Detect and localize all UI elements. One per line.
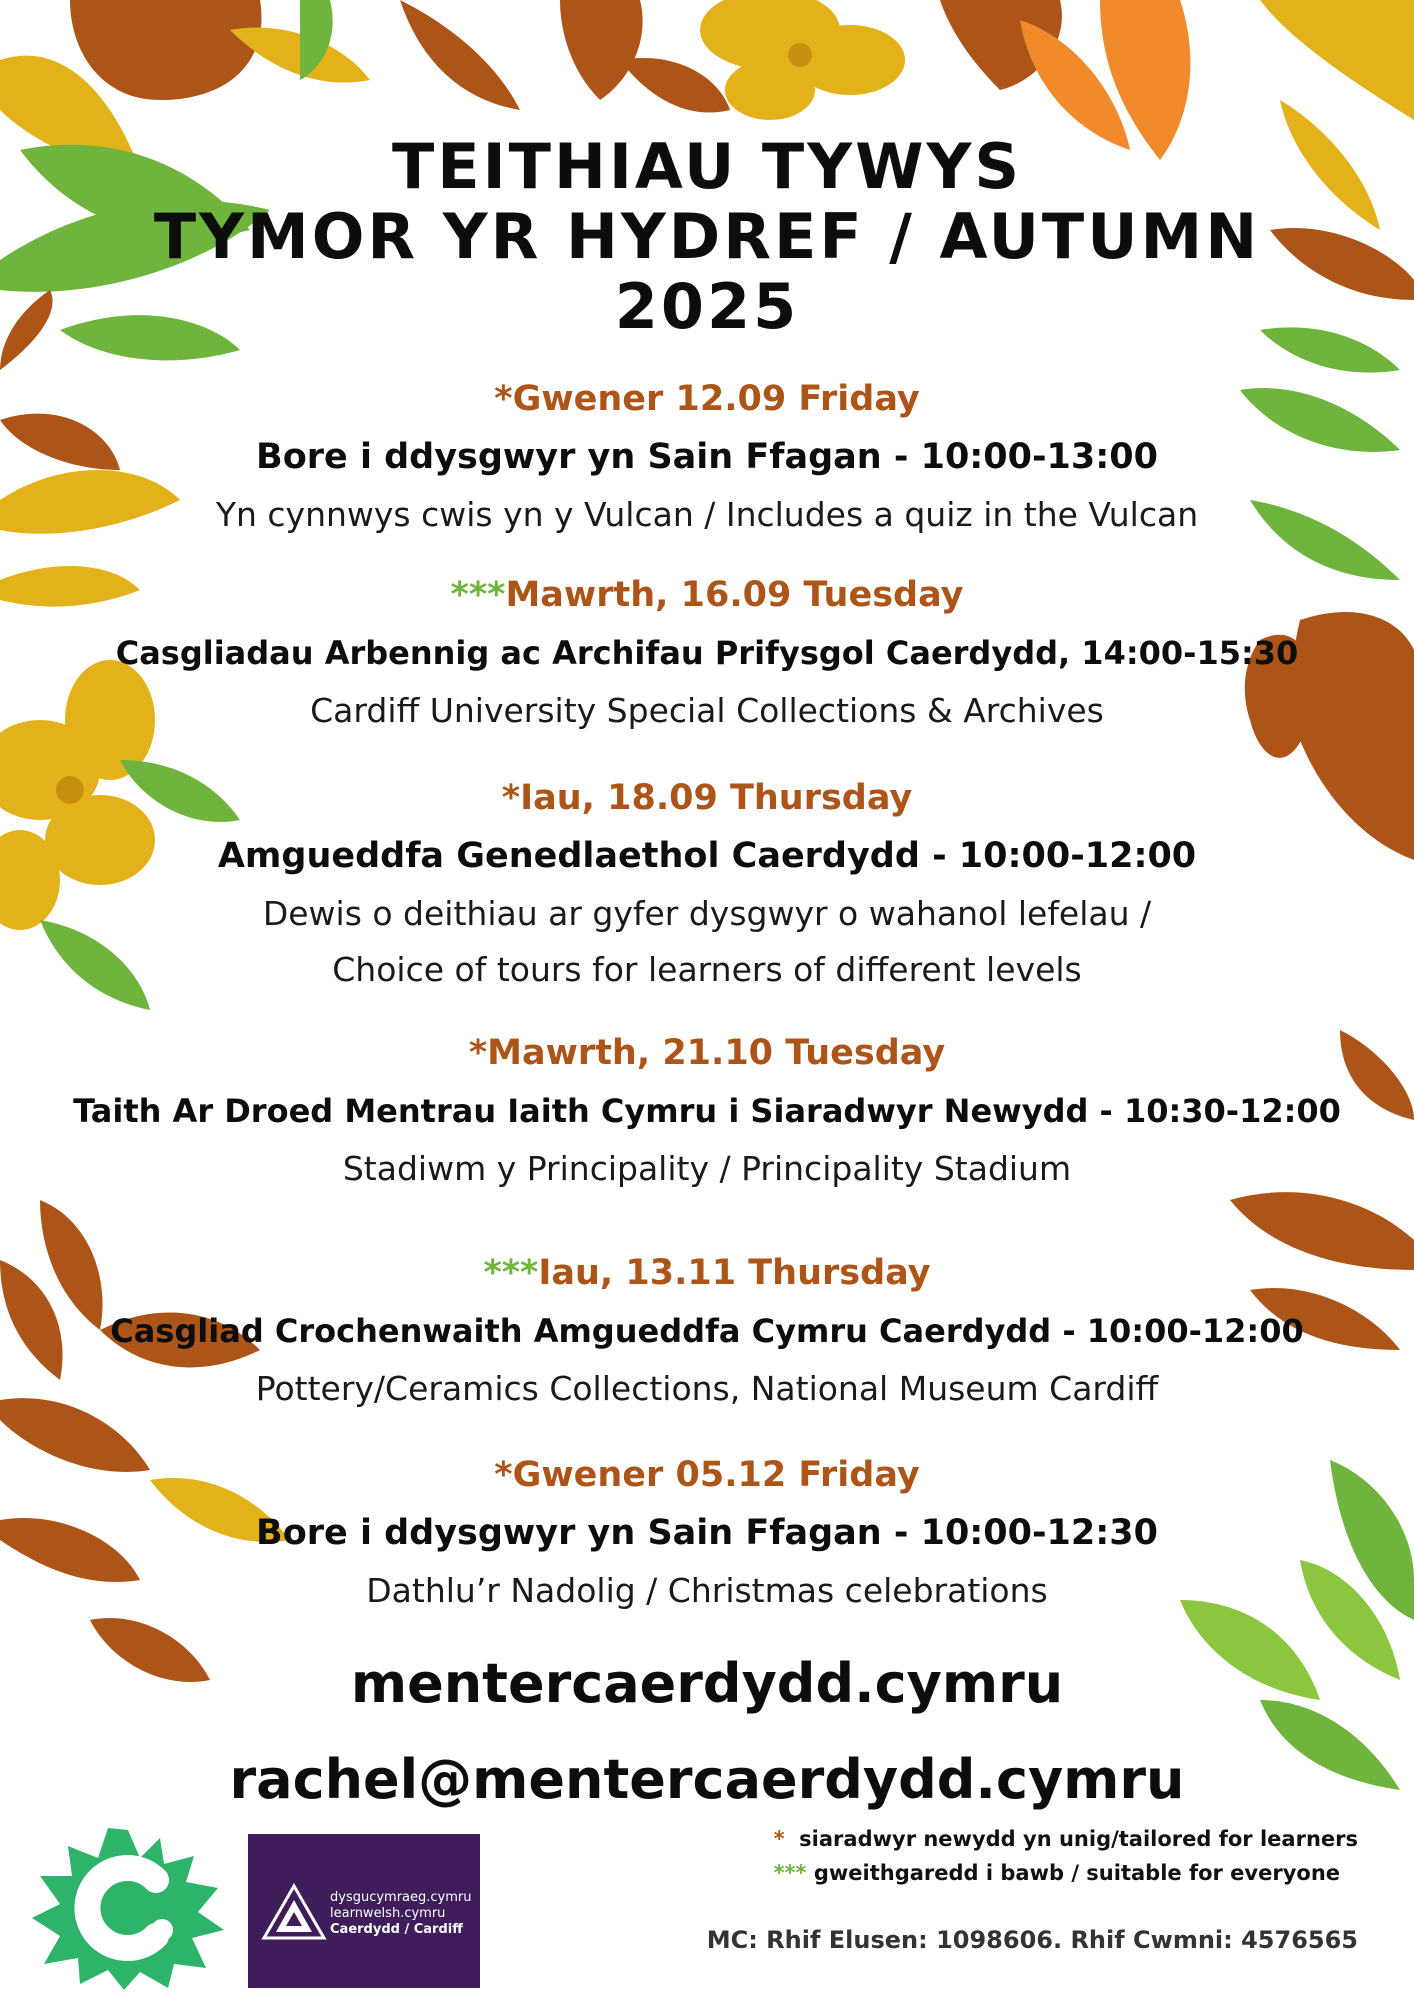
event-description: Cardiff University Special Collections & Archives bbox=[310, 691, 1104, 730]
learnwelsh-url-welsh: dysgucymraeg.cymru bbox=[330, 1890, 472, 1905]
event-description: Yn cynnwys cwis yn y Vulcan / Includes a quiz in the Vulcan bbox=[215, 495, 1199, 534]
legend-single-star: * bbox=[773, 1827, 785, 1851]
website-link[interactable]: mentercaerdydd.cymru bbox=[350, 1652, 1064, 1715]
event-item bbox=[0, 376, 1414, 538]
page-title-line-1: TEITHIAU TYWYS bbox=[391, 130, 1023, 203]
event-heading: Bore i ddysgwyr yn Sain Ffagan - 10:00-12:30 bbox=[256, 1513, 1158, 1553]
charity-info: MC: Rhif Elusen: 1098606. Rhif Cwmni: 4576565 bbox=[706, 1926, 1358, 1954]
event-description: Stadiwm y Principality / Principality Stadium bbox=[342, 1149, 1072, 1188]
event-date bbox=[0, 1030, 1414, 1076]
event-item bbox=[0, 1452, 1414, 1614]
event-heading: Taith Ar Droed Mentrau Iaith Cymru i Siaradwyr Newydd - 10:30-12:00 bbox=[73, 1092, 1341, 1130]
event-stars: *** bbox=[483, 1253, 539, 1293]
legend-item-learners bbox=[774, 1822, 1358, 1856]
learnwelsh-logo bbox=[248, 1834, 480, 1988]
event-date bbox=[0, 1250, 1414, 1296]
event-description: Dathlu’r Nadolig / Christmas celebrations bbox=[366, 1571, 1048, 1610]
page-title-line-2: TYMOR YR HYDREF / AUTUMN bbox=[153, 200, 1261, 273]
event-heading: Casgliadau Arbennig ac Archifau Prifysgol Caerdydd, 14:00-15:30 bbox=[115, 634, 1299, 672]
triangle-logo-icon bbox=[260, 1882, 328, 1942]
event-date-text: *Mawrth, 21.10 Tuesday bbox=[468, 1033, 946, 1073]
page-title-line-3: 2025 bbox=[614, 270, 800, 343]
learnwelsh-location: Caerdydd / Cardiff bbox=[330, 1922, 463, 1937]
event-date bbox=[0, 775, 1414, 821]
event-item bbox=[0, 1250, 1414, 1412]
event-item bbox=[0, 572, 1414, 734]
event-item bbox=[0, 1030, 1414, 1192]
event-date-text: *Iau, 18.09 Thursday bbox=[501, 778, 913, 818]
event-description: Choice of tours for learners of different levels bbox=[332, 950, 1082, 989]
legend bbox=[774, 1822, 1358, 1890]
event-heading: Amgueddfa Genedlaethol Caerdydd - 10:00-12:00 bbox=[217, 836, 1197, 876]
legend-item-everyone bbox=[774, 1856, 1358, 1890]
event-date-text: Iau, 13.11 Thursday bbox=[538, 1253, 931, 1293]
event-heading: Casgliad Crochenwaith Amgueddfa Cymru Caerdydd - 10:00-12:00 bbox=[110, 1312, 1304, 1350]
event-description: Dewis o deithiau ar gyfer dysgwyr o wahanol lefelau / bbox=[262, 894, 1152, 933]
event-date bbox=[0, 572, 1414, 618]
event-date-text: *Gwener 12.09 Friday bbox=[494, 379, 920, 419]
legend-single-text: siaradwyr newydd yn unig/tailored for learners bbox=[799, 1827, 1358, 1851]
event-description: Pottery/Ceramics Collections, National Museum Cardiff bbox=[255, 1369, 1159, 1408]
event-item bbox=[0, 775, 1414, 993]
event-date-text: Mawrth, 16.09 Tuesday bbox=[505, 575, 964, 615]
event-date-text: *Gwener 05.12 Friday bbox=[494, 1455, 920, 1495]
learnwelsh-text bbox=[330, 1890, 472, 1938]
event-heading: Bore i ddysgwyr yn Sain Ffagan - 10:00-13:00 bbox=[256, 437, 1158, 477]
event-date bbox=[0, 376, 1414, 422]
legend-triple-text: gweithgaredd i bawb / suitable for everyone bbox=[813, 1861, 1341, 1885]
legend-triple-star: *** bbox=[773, 1861, 807, 1885]
menter-caerdydd-logo bbox=[28, 1818, 228, 1990]
event-stars: *** bbox=[450, 575, 506, 615]
event-date bbox=[0, 1452, 1414, 1498]
learnwelsh-url-english: learnwelsh.cymru bbox=[330, 1906, 446, 1921]
email-link[interactable]: rachel@mentercaerdydd.cymru bbox=[229, 1748, 1185, 1811]
